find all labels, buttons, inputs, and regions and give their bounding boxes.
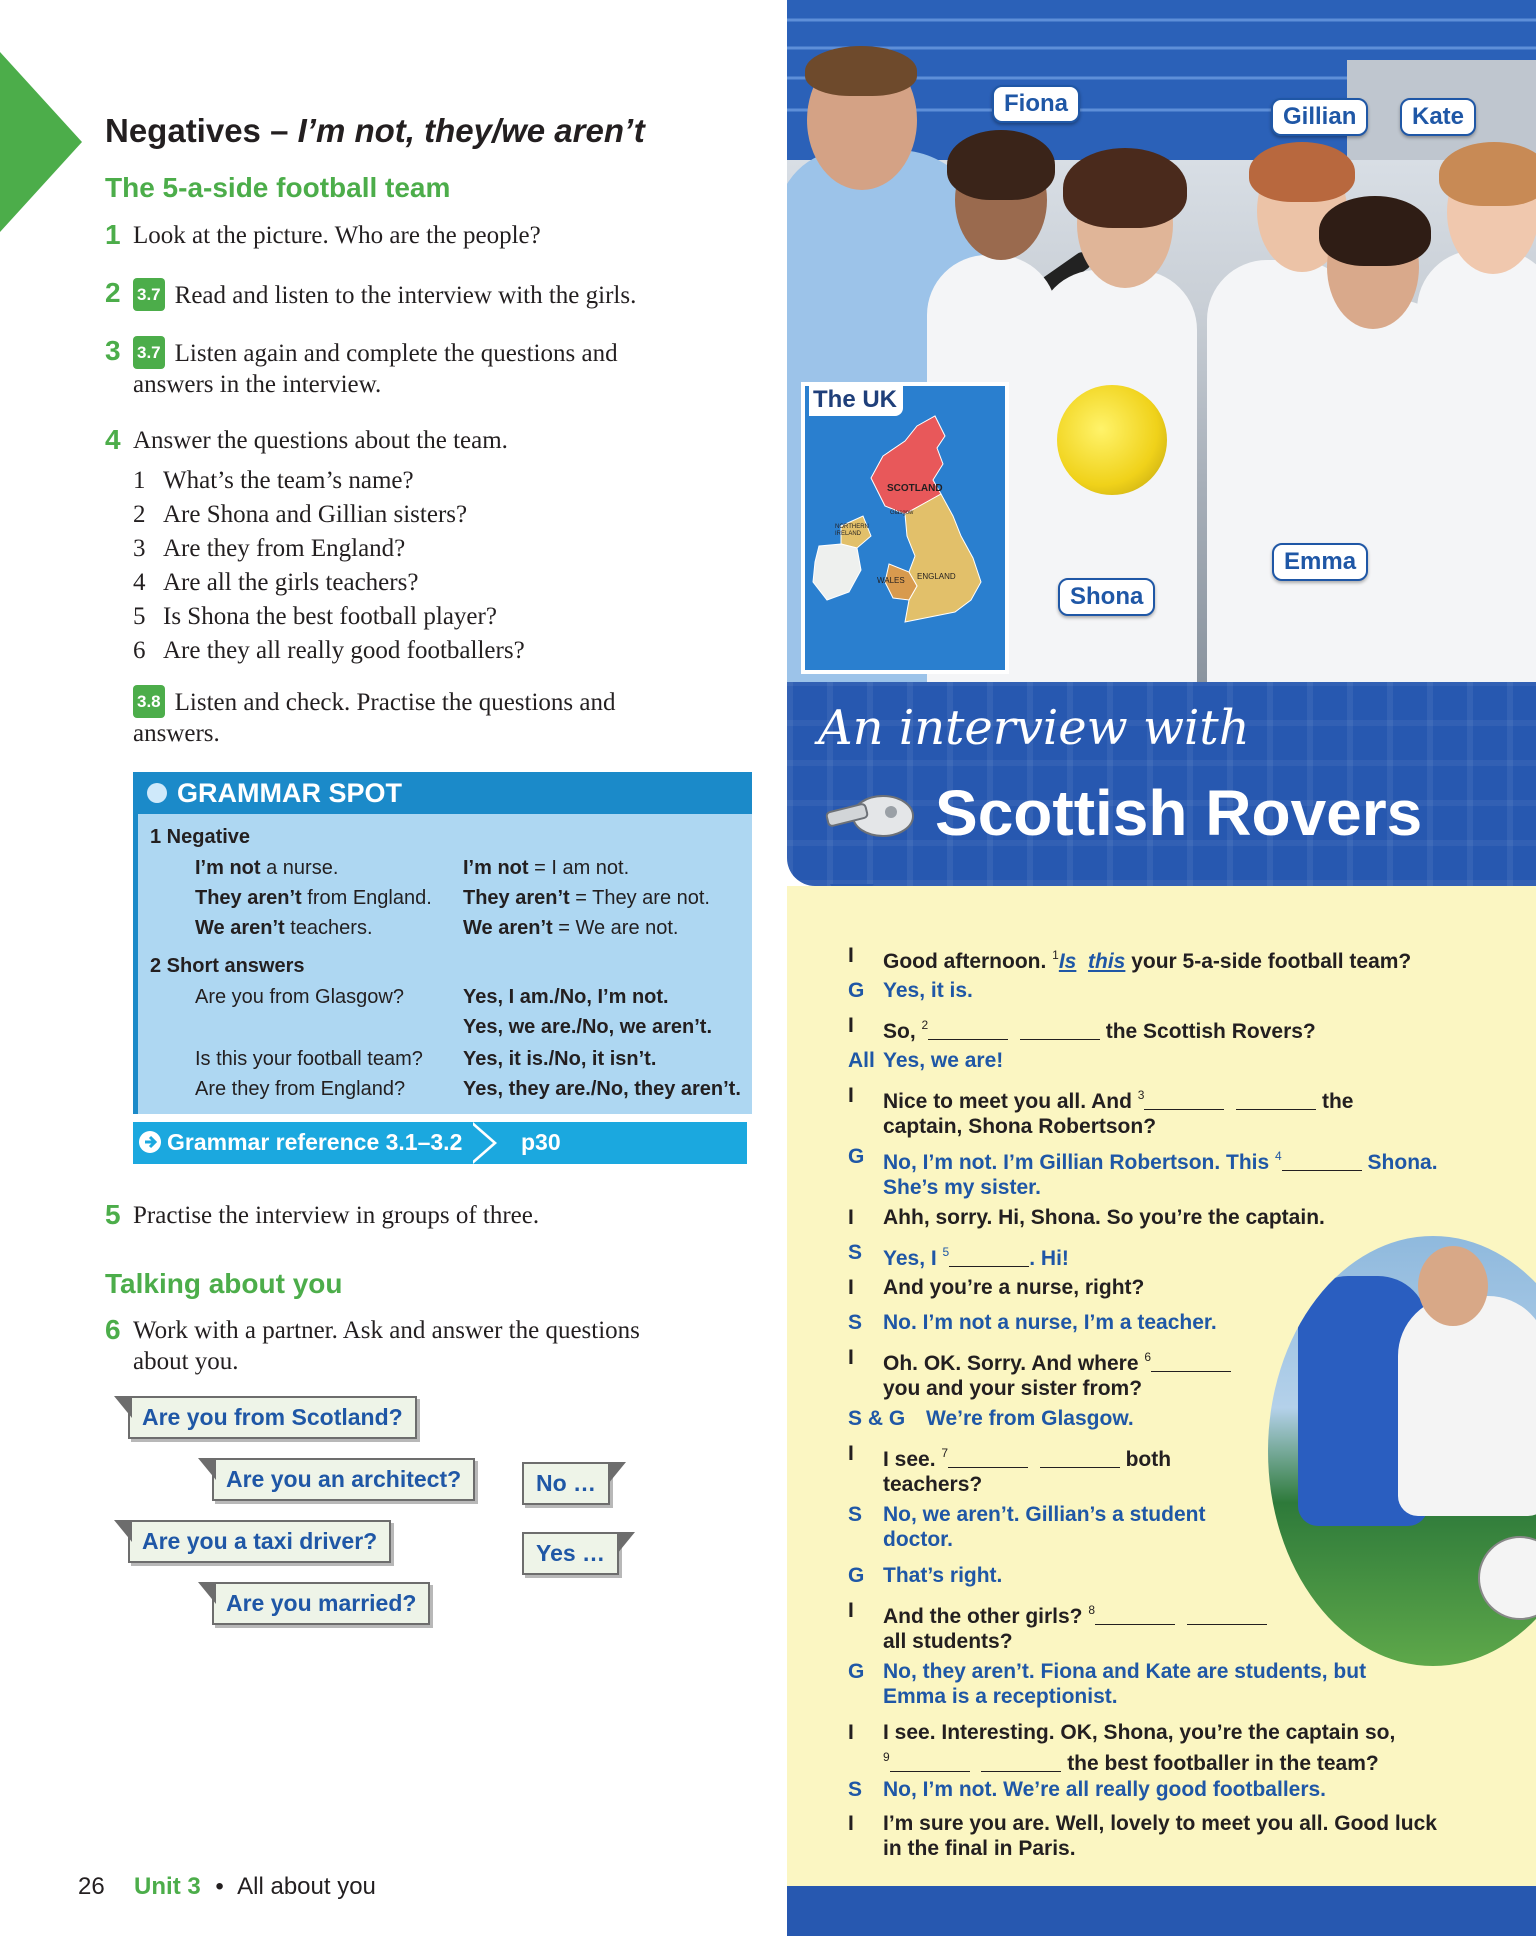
audio-track-icon[interactable]: 3.8 <box>133 685 165 718</box>
grammar-reference-link[interactable] <box>133 1122 747 1164</box>
interview-title: Scottish Rovers <box>935 777 1423 849</box>
player-hair <box>1249 142 1355 202</box>
task-1: 1 Look at the picture. Who are the people? <box>105 219 541 250</box>
answer-blank[interactable] <box>981 1753 1061 1772</box>
name-label-emma: Emma <box>1272 543 1368 581</box>
grammar-example: I’m not a nurse. <box>195 857 339 879</box>
grammar-spot-heading: GRAMMAR SPOT <box>133 772 752 814</box>
section-heading: The 5-a-side football team <box>105 172 451 203</box>
uk-map <box>801 382 1009 674</box>
page-bottom-band <box>787 1886 1536 1936</box>
grammar-example: Yes, they are./No, they aren’t. <box>463 1078 741 1100</box>
answer-blank[interactable] <box>948 1449 1028 1468</box>
task-2: 2 3.7 Read and listen to the interview with the girls. <box>105 277 637 309</box>
answer-blank[interactable] <box>1282 1152 1362 1171</box>
answer-blank[interactable] <box>890 1753 970 1772</box>
player-hair <box>1063 148 1187 228</box>
football-icon <box>1478 1536 1536 1620</box>
answer-blank[interactable] <box>949 1248 1029 1267</box>
name-label-gillian: Gillian <box>1271 98 1368 136</box>
football-icon <box>1057 385 1167 495</box>
answer-blank[interactable] <box>1236 1091 1316 1110</box>
task-3: 3 3.7 Listen again and complete the questions and answers in the interview. <box>105 335 618 398</box>
grammar-example: Is this your football team? <box>195 1048 423 1070</box>
map-label-northern-ireland: NORTHERN IRELAND <box>835 524 869 537</box>
list-item: 4 Are all the girls teachers? <box>133 569 419 596</box>
name-label-shona: Shona <box>1058 578 1155 616</box>
dialogue-line: I I see. Interesting. OK, Shona, you’re the captain so, $^9$ the best footballer in the team? <box>848 1721 1396 1775</box>
list-item: 6 Are they all really good footballers? <box>133 637 525 664</box>
list-item: 2 Are Shona and Gillian sisters? <box>133 501 468 528</box>
answer-blank[interactable] <box>928 1021 1008 1040</box>
audio-track-icon[interactable]: 3.7 <box>133 336 165 369</box>
player-hair <box>947 130 1055 200</box>
answer-blank[interactable] <box>1095 1606 1175 1625</box>
grammar-example: Yes, we are./No, we aren’t. <box>463 1016 713 1038</box>
name-label-fiona: Fiona <box>992 85 1080 123</box>
grammar-example: They aren’t = They are not. <box>463 887 710 909</box>
task-4-check: 3.8 Listen and check. Practise the questions and answers. <box>133 685 773 749</box>
speech-bubble-question: Are you from Scotland? <box>128 1396 417 1439</box>
arrow-right-icon <box>139 1131 161 1153</box>
list-item: 3 Are they from England? <box>133 535 406 562</box>
speech-bubble-question: Are you an architect? <box>212 1458 475 1501</box>
map-title: The UK <box>809 386 903 416</box>
bullet-icon <box>147 783 167 803</box>
grammar-example: Yes, it is./No, it isn’t. <box>463 1048 657 1070</box>
speech-bubble-answer: No … <box>522 1462 610 1505</box>
answer-blank[interactable] <box>1187 1606 1267 1625</box>
map-label-glasgow: Glasgow <box>890 510 914 516</box>
dialogue-line: G No, they aren’t. Fiona and Kate are students, but Emma is a receptionist. <box>848 1660 1367 1708</box>
task-5: 5 Practise the interview in groups of three. <box>105 1199 540 1230</box>
audio-track-icon[interactable]: 3.7 <box>133 278 165 311</box>
map-label-scotland: SCOTLAND <box>887 483 943 494</box>
answer-blank[interactable] <box>1020 1021 1100 1040</box>
grammar-example: We aren’t = We are not. <box>463 917 679 939</box>
page-footer <box>78 1873 376 1901</box>
unit-topic: All about you <box>237 1873 376 1900</box>
question-list <box>133 464 525 668</box>
grammar-example: I’m not = I am not. <box>463 857 630 879</box>
map-label-england: ENGLAND <box>917 572 956 581</box>
speech-bubble-question: Are you a taxi driver? <box>128 1520 391 1563</box>
grammar-example: We aren’t teachers. <box>195 917 373 939</box>
answer-blank[interactable] <box>1040 1449 1120 1468</box>
grammar-reference-page: p30 <box>521 1129 561 1155</box>
answer-blank[interactable] <box>1144 1091 1224 1110</box>
dialogue-line: I I see. $^7$ both teachers? <box>848 1442 1172 1496</box>
interview-script-title: An interview with <box>818 700 1250 756</box>
player-hair <box>1439 142 1536 206</box>
whistle-icon <box>825 790 917 838</box>
lesson-title: Negatives – I’m not, they/we aren’t <box>105 112 645 149</box>
grammar-example: They aren’t from England. <box>195 887 432 909</box>
grammar-reference-label: Grammar reference 3.1–3.2 <box>167 1129 463 1155</box>
dialogue-line: I I’m sure you are. Well, lovely to meet you all. Good luck in the final in Paris. <box>848 1812 1437 1860</box>
grammar-section-title: 1 Negative <box>150 826 251 848</box>
grammar-section-title: 2 Short answers <box>150 955 305 977</box>
answer-blank[interactable] <box>1151 1353 1231 1372</box>
player-kate <box>1417 250 1536 682</box>
talking-heading: Talking about you <box>105 1268 343 1299</box>
page-number: 26 <box>78 1873 105 1900</box>
task-4: 4 Answer the questions about the team. <box>105 424 508 455</box>
grammar-example: Are you from Glasgow? <box>195 986 404 1008</box>
dialogue-line: G No, I’m not. I’m Gillian Robertson. This $^4$ Shona. She’s my sister. <box>848 1145 1438 1199</box>
map-label-wales: WALES <box>877 576 905 585</box>
unit-label: Unit 3 <box>134 1873 201 1900</box>
interviewer-hair <box>805 46 917 96</box>
speech-bubble-question: Are you married? <box>212 1582 430 1625</box>
dialogue-line: S No, we aren’t. Gillian’s a student doctor. <box>848 1503 1206 1551</box>
dialogue-line: I Nice to meet you all. And $^3$ the captain, Shona Robertson? <box>848 1084 1354 1138</box>
task-6: 6 Work with a partner. Ask and answer the questions about you. <box>105 1314 640 1375</box>
section-arrow-marker <box>0 52 82 232</box>
dialogue-line: I And the other girls? $^8$ all students? <box>848 1598 1278 1648</box>
dialogue-line: I Oh. OK. Sorry. And where $^6$ you and your sister from? <box>848 1345 1248 1395</box>
player-white-figure <box>1398 1296 1536 1516</box>
player-hair <box>1319 196 1431 266</box>
grammar-example: Are they from England? <box>195 1078 406 1100</box>
speech-bubble-answer: Yes … <box>522 1532 619 1575</box>
list-item: 5 Is Shona the best football player? <box>133 603 497 630</box>
footer-bullet: • <box>215 1873 224 1900</box>
player-head <box>1418 1246 1488 1326</box>
grammar-example: Yes, I am./No, I’m not. <box>463 986 669 1008</box>
name-label-kate: Kate <box>1400 98 1476 136</box>
list-item: 1 What’s the team’s name? <box>133 467 414 494</box>
